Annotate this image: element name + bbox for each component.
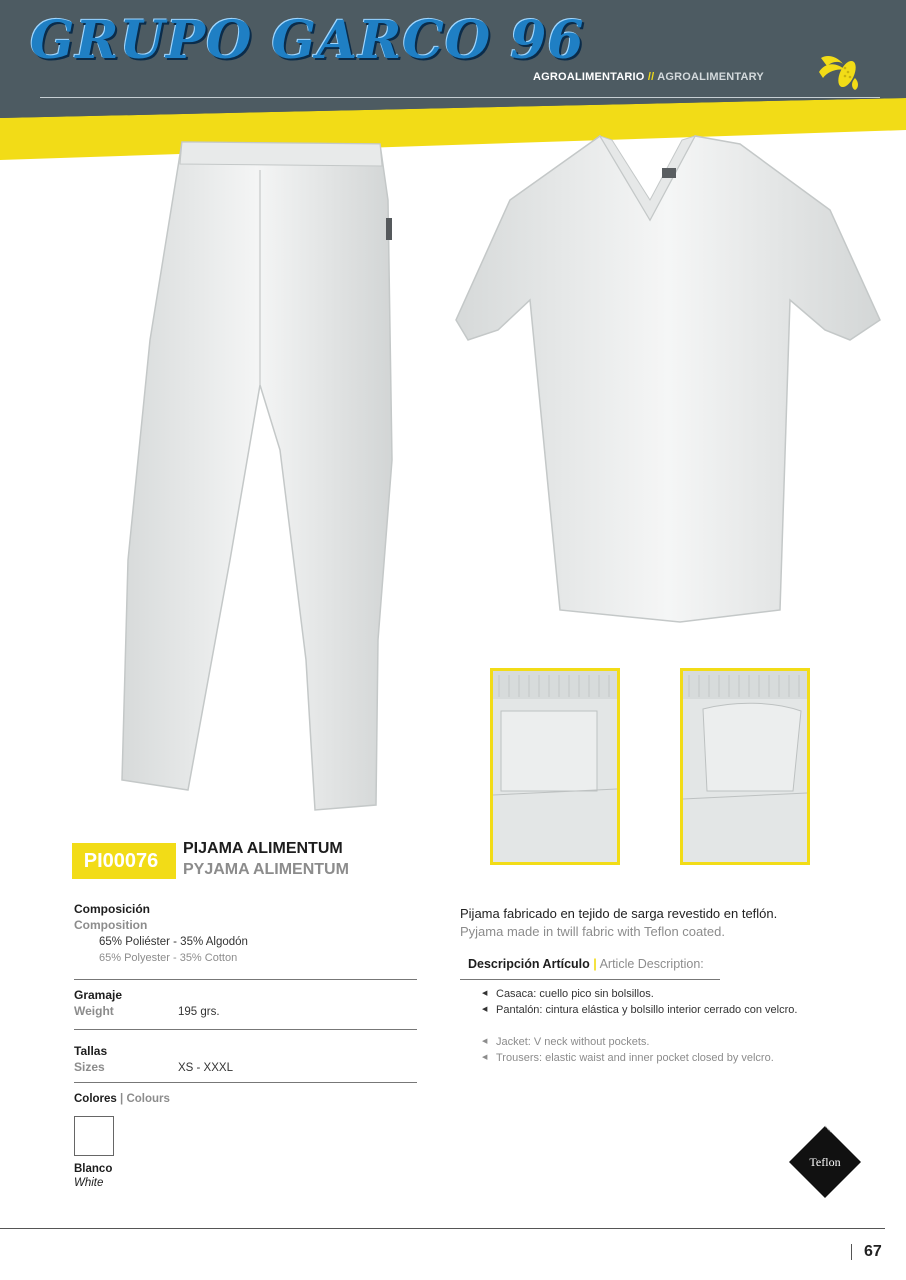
page-number-separator [851,1244,852,1260]
brand-logo: GRUPO GARCO 96 [30,10,585,71]
list-item: ◀ Casaca: cuello pico sin bolsillos. [482,986,797,1002]
pocket-detail-image-1 [490,668,620,865]
jacket-image [450,130,890,630]
article-heading-en: Article Description: [599,957,704,971]
color-name-en: White [74,1177,104,1189]
article-heading-underline [460,979,720,980]
category-separator: // [647,71,655,83]
article-description-heading [468,957,704,971]
colors-label-es: Colores [74,1093,117,1105]
composition-value-es: 65% Poliéster - 35% Algodón [99,936,248,948]
article-heading-es: Descripción Artículo [468,957,590,971]
spec-divider [74,979,417,980]
color-name-es: Blanco [74,1163,113,1175]
product-code-badge-notch [170,843,176,879]
teflon-badge-text: Teflon [809,1155,841,1169]
composition-value-en: 65% Polyester - 35% Cotton [99,952,238,964]
category-en: AGROALIMENTARY [657,71,764,83]
composition-label-en: Composition [74,918,148,932]
pocket-detail-1-drawing [493,671,617,862]
teflon-badge-icon [785,1122,865,1202]
spec-divider [74,1082,417,1083]
list-item: ◀ Jacket: V neck without pockets. [482,1034,774,1050]
pocket-detail-2-drawing [683,671,807,862]
sizes-label-en: Sizes [74,1060,105,1074]
sizes-label-es: Tallas [74,1044,108,1058]
colors-label-en: Colours [126,1093,170,1105]
weight-label-en: Weight [74,1004,114,1018]
description-es: Pijama fabricado en tejido de sarga revestido en teflón. [460,906,778,921]
weight-value: 195 grs. [178,1006,220,1018]
list-item: ◀ Pantalón: cintura elástica y bolsillo interior cerrado con velcro. [482,1002,797,1018]
corn-icon [815,52,861,94]
sizes-value: XS - XXXL [178,1062,233,1074]
color-swatch-white [74,1116,114,1156]
composition-label-es: Composición [74,902,151,916]
product-title-en: PYJAMA ALIMENTUM [183,861,349,878]
header-divider [40,97,880,98]
colors-label [74,1093,170,1105]
category-label [533,71,764,83]
weight-label-es: Gramaje [74,988,123,1002]
spec-divider [74,1029,417,1030]
list-item: ◀ Trousers: elastic waist and inner pocket closed by velcro. [482,1050,774,1066]
product-code: PI00076 [83,850,159,872]
pocket-detail-image-2 [680,668,810,865]
trousers-image [110,140,400,815]
footer-divider [0,1228,885,1229]
description-en: Pyjama made in twill fabric with Teflon coated. [460,924,725,939]
bullet-list-en [482,1034,774,1066]
page-number: 67 [864,1243,882,1260]
category-es: AGROALIMENTARIO [533,71,645,83]
bullet-list-es [482,986,797,1018]
product-title-es: PIJAMA ALIMENTUM [183,840,343,857]
article-heading-sep: | [593,957,597,971]
colors-label-sep: | [120,1093,124,1105]
